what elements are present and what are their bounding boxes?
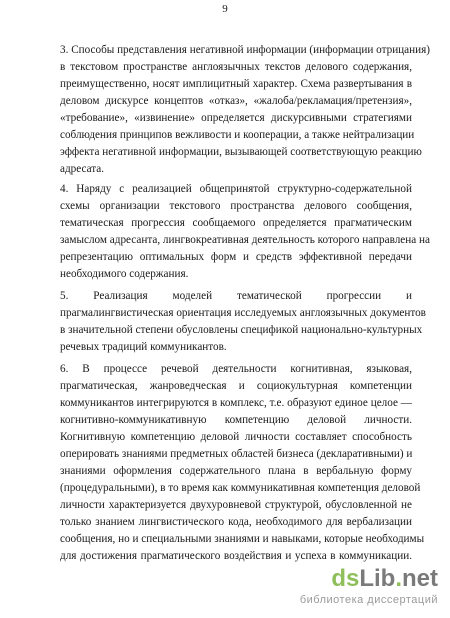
text-line: преимущественно, носят имплицитный характер. Схема развертывания в bbox=[60, 78, 412, 90]
text-line: (процедуральными), в то время как коммуникативная компетенция деловой bbox=[60, 482, 421, 494]
text-line: Когнитивную компетенцию деловой личности составляет способность bbox=[60, 431, 412, 443]
dslib-watermark bbox=[270, 566, 438, 610]
text-line: сообщения, но и специальными знаниями и навыками, которые необходимы bbox=[60, 533, 425, 545]
text-line: для достижения прагматического воздействия и успеха в коммуникации. bbox=[60, 550, 412, 562]
text-line: тематическая прогрессия сообщаемого определяется прагматическим bbox=[60, 217, 412, 229]
text-line: в значительной степени обусловлены спецификой национально-культурных bbox=[60, 324, 423, 336]
text-line: адресата. bbox=[60, 163, 105, 175]
text-line: 5. Реализация моделей тематической прогрессии и bbox=[60, 290, 412, 302]
text-line: прагмалингвистическая ориентация исследуемых англоязычных документов bbox=[60, 307, 426, 319]
text-line: когнитивно-коммуникативную компетенцию деловой личности. bbox=[60, 414, 412, 426]
text-line: прагматическая, жанроведческая и социокультурная компетенции bbox=[60, 380, 412, 392]
text-line: 3. Способы представления негативной информации (информации отрицания) bbox=[60, 44, 430, 56]
text-line: замыслом адресанта, лингвокреативная деятельность которого направлена на bbox=[60, 234, 430, 246]
text-line: коммуникантов интегрируются в комплекс, т.е. образуют единое целое — bbox=[60, 397, 412, 409]
text-line: только знанием лингвистического кода, необходимого для вербализации bbox=[60, 516, 412, 528]
text-line: схемы организации текстового пространства делового сообщения, bbox=[60, 200, 412, 212]
text-line: соблюдения принципов вежливости и кооперации, а также нейтрализации bbox=[60, 129, 415, 141]
dslib-subtitle: библиотека диссертаций bbox=[299, 594, 438, 606]
text-line: «требование», «извинение» определяется дискурсивными стратегиями bbox=[60, 112, 412, 124]
text-line: репрезентацию оптимальных форм и средств эффективной передачи bbox=[60, 251, 412, 263]
text-line: знаниями оформления содержательного плана в вербальную форму bbox=[60, 465, 412, 477]
text-line: 4. Наряду с реализацией общепринятой структурно-содержательной bbox=[60, 183, 412, 195]
text-line: оперировать знаниями предметных областей бизнеса (декларативными) и bbox=[60, 448, 413, 460]
text-line: деловом дискурсе концептов «отказ», «жалоба/рекламация/претензия», bbox=[60, 95, 412, 107]
text-line: эффекта негативной информации, вызывающей соответствующую реакцию bbox=[60, 146, 422, 158]
text-line: 6. В процессе речевой деятельности когнитивная, языковая, bbox=[60, 363, 412, 375]
page-number: 9 bbox=[222, 3, 228, 15]
text-line: личности характеризуется двухуровневой структурой, обусловленной не bbox=[60, 499, 412, 511]
dslib-logo: dsLib.net bbox=[331, 565, 438, 592]
text-line: в текстовом пространстве англоязычных текстов делового содержания, bbox=[60, 61, 412, 73]
text-line: необходимого содержания. bbox=[60, 268, 189, 280]
text-line: речевых традиций коммуникантов. bbox=[60, 341, 227, 353]
